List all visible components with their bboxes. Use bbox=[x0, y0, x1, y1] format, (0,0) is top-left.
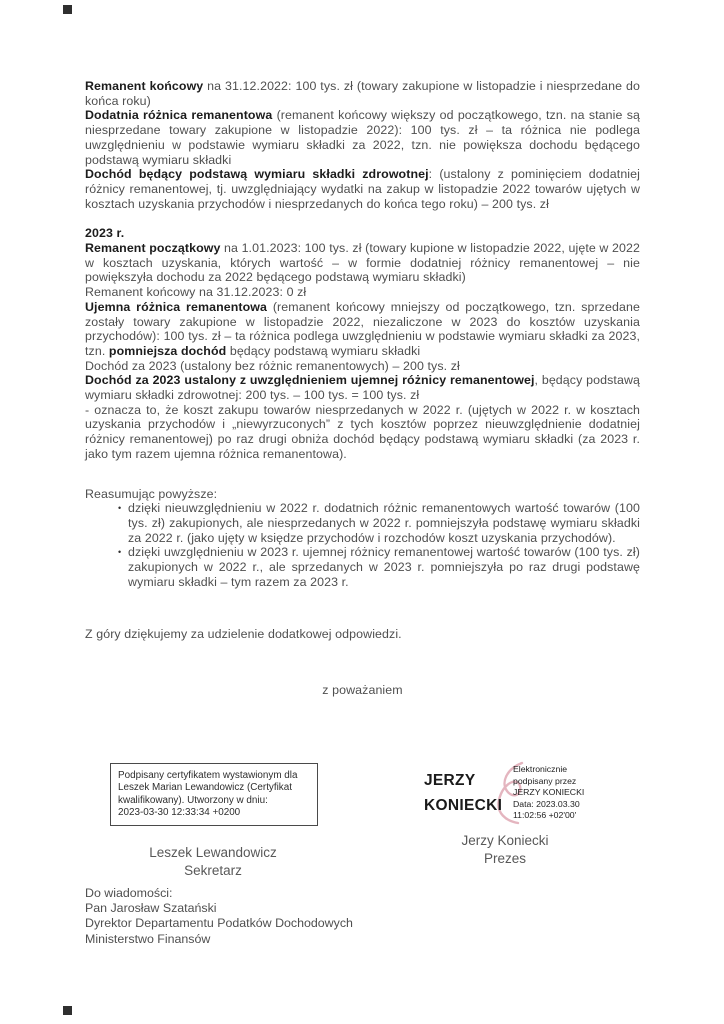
text-run: dzięki nieuwzględnieniu w 2022 r. dodatnich różnic remanentowych wartość towarów (100 tys. zł) zakupionych, ale niesprzedanych w 2022 r. pomniejszyła podstawę wymiaru składki za 2022 r. (jako ujęty w księdze przychodów i rozchodów koszt uzyskania przychodów). bbox=[128, 501, 640, 545]
text-run: : (ustalony z pominięciem dodatniej różnicy remanentowej, tj. uwzględniający wydatki na zakup w listopadzie 2022 towarów ujętych w kosztach uzyskania przychodów i niesprzedanych do końca tego roku) – 200 tys. zł bbox=[85, 167, 641, 211]
spacer bbox=[85, 641, 640, 683]
paragraph bbox=[85, 487, 640, 502]
text-run: będący podstawą wymiaru składki bbox=[229, 343, 421, 358]
paragraph bbox=[85, 403, 640, 462]
bullet-item bbox=[85, 501, 640, 545]
text-run: - oznacza to, że koszt zakupu towarów niesprzedanych w 2022 r. (ujętych w 2022 r. w kosztach uzyskania przychodów i „niewyrzuconych” z tych kosztów poprzez nieuwzględnienie dodatniej różnicy remanentowej) po raz drugi obniża dochód będący podstawą wymiaru składki (za 2023 r. jako tym razem ujemna różnica remanentowa). bbox=[85, 402, 640, 461]
text-run-bold: 2023 r. bbox=[85, 226, 125, 241]
cc-line: Ministerstwo Finansów bbox=[85, 931, 211, 946]
text-run-bold: Remanent końcowy bbox=[85, 79, 208, 93]
text-run: (remanent końcowy mniejszy od początkowego, tzn. sprzedane zostały towary zakupione w listopadzie 2022, niezaliczone w 2023 do kosztów uzyskania przychodów): 100 tys. zł – ta różnica podlega uwzględnieniu w podstawie wymiaru składki za 2023, tzn. bbox=[85, 299, 640, 358]
text-run-bold: Dodatnia różnica remanentowa bbox=[85, 108, 277, 123]
paragraph bbox=[85, 373, 640, 402]
text-run: dzięki uwzględnieniu w 2023 r. ujemnej różnicy remanentowej wartość towarów (100 tys. zł) zakupionych w 2022 r., ale sprzedanych w 2023 r. pomniejszyła po raz drugi podstawę wymiaru składki – tym razem za 2023 r. bbox=[128, 545, 640, 589]
bullet-icon: • bbox=[118, 547, 122, 558]
certificate-line: 2023-03-30 12:33:34 +0200 bbox=[118, 807, 241, 819]
text-run-bold: Ujemna różnica remanentowa bbox=[85, 299, 273, 314]
certificate-line: Leszek Marian Lewandowicz (Certyfikat bbox=[118, 782, 292, 794]
text-run: (remanent końcowy większy od początkowego, tzn. na stanie są niesprzedane towary zakupione w listopadzie 2022): 100 tys. zł – ta różnica nie podlega uwzględnieniu w podstawie wymiaru składki za 2022, tzn. nie powiększa dochodu będącego podstawą wymiaru składki bbox=[85, 108, 640, 167]
stamp-name-line: JERZY bbox=[424, 772, 476, 789]
corner-mark-icon bbox=[63, 5, 72, 14]
certificate-line: kwalifikowany). Utworzony w dniu: bbox=[118, 794, 268, 806]
paragraph bbox=[85, 359, 640, 374]
corner-mark-icon bbox=[63, 1006, 72, 1015]
stamp-detail-line: Data: 2023.03.30 bbox=[513, 798, 580, 809]
text-run: na 31.12.2022: 100 tys. zł (towary zakupione w listopadzie i niesprzedane do końca roku) bbox=[85, 79, 640, 108]
paragraph bbox=[85, 241, 640, 285]
digital-stamp-details bbox=[513, 764, 603, 822]
paragraph bbox=[85, 285, 640, 300]
digital-stamp-name bbox=[424, 768, 502, 818]
cc-line: Dyrektor Departamentu Podatków Dochodowych bbox=[85, 916, 353, 931]
stamp-detail-line: JERZY KONIECKI bbox=[513, 787, 585, 798]
text-run: z poważaniem bbox=[322, 683, 403, 698]
certificate-line: Podpisany certyfikatem wystawionym dla bbox=[118, 770, 298, 781]
bullet-item bbox=[85, 545, 640, 589]
stamp-detail-line: podpisany przez bbox=[513, 775, 577, 786]
spacer bbox=[85, 211, 640, 226]
paragraph bbox=[85, 683, 640, 698]
text-run: Reasumując powyższe: bbox=[85, 486, 218, 501]
signature-flourish-icon bbox=[492, 760, 532, 826]
paragraph bbox=[85, 627, 640, 642]
stamp-detail-line: 11:02:56 +02'00' bbox=[513, 810, 577, 821]
text-run: Remanent końcowy na 31.12.2023: 0 zł bbox=[85, 285, 307, 300]
cc-line: Pan Jarosław Szatański bbox=[85, 901, 217, 916]
paragraph bbox=[85, 300, 640, 359]
text-run: na 1.01.2023: 100 tys. zł (towary kupione w listopadzie 2022, ujęte w 2022 w kosztach uzyskania, których wartość – w formie dodatniej różnicy remanentowej – nie powiększyła dochodu za 2022 będącego podstawą wymiaru składki) bbox=[85, 241, 640, 285]
left-signer-name: Leszek Lewandowicz bbox=[149, 845, 277, 860]
cc-line: Do wiadomości: bbox=[85, 886, 173, 900]
bullet-icon: • bbox=[118, 503, 122, 514]
right-signer-role: Prezes bbox=[483, 851, 527, 866]
spacer bbox=[85, 462, 640, 487]
text-run: Dochód za 2023 (ustalony bez różnic remanentowych) – 200 tys. zł bbox=[85, 358, 460, 373]
left-signer-role: Sekretarz bbox=[184, 863, 242, 878]
paragraph bbox=[85, 226, 640, 241]
text-run-bold: pomniejsza dochód bbox=[108, 343, 230, 358]
document-body bbox=[85, 79, 640, 698]
text-run-bold: Dochód będący podstawą wymiaru składki zdrowotnej bbox=[85, 167, 429, 182]
stamp-detail-line: Elektronicznie bbox=[513, 764, 568, 774]
text-run-bold: Dochód za 2023 ustalony z uwzględnieniem ujemnej różnicy remanentowej bbox=[85, 373, 535, 388]
paragraph bbox=[85, 108, 640, 167]
certificate-box bbox=[110, 763, 318, 826]
text-run-bold: Remanent początkowy bbox=[85, 241, 225, 256]
spacer bbox=[85, 590, 640, 627]
paragraph bbox=[85, 167, 640, 211]
text-run: , będący podstawą wymiaru składki zdrowotnej: 200 tys. – 100 tys. = 100 tys. zł bbox=[85, 373, 641, 403]
right-signer-name: Jerzy Koniecki bbox=[461, 833, 549, 848]
stamp-name-line: KONIECKI bbox=[424, 797, 503, 814]
text-run: Z góry dziękujemy za udzielenie dodatkowej odpowiedzi. bbox=[85, 626, 402, 641]
cc-block bbox=[85, 886, 353, 947]
paragraph bbox=[85, 79, 640, 108]
